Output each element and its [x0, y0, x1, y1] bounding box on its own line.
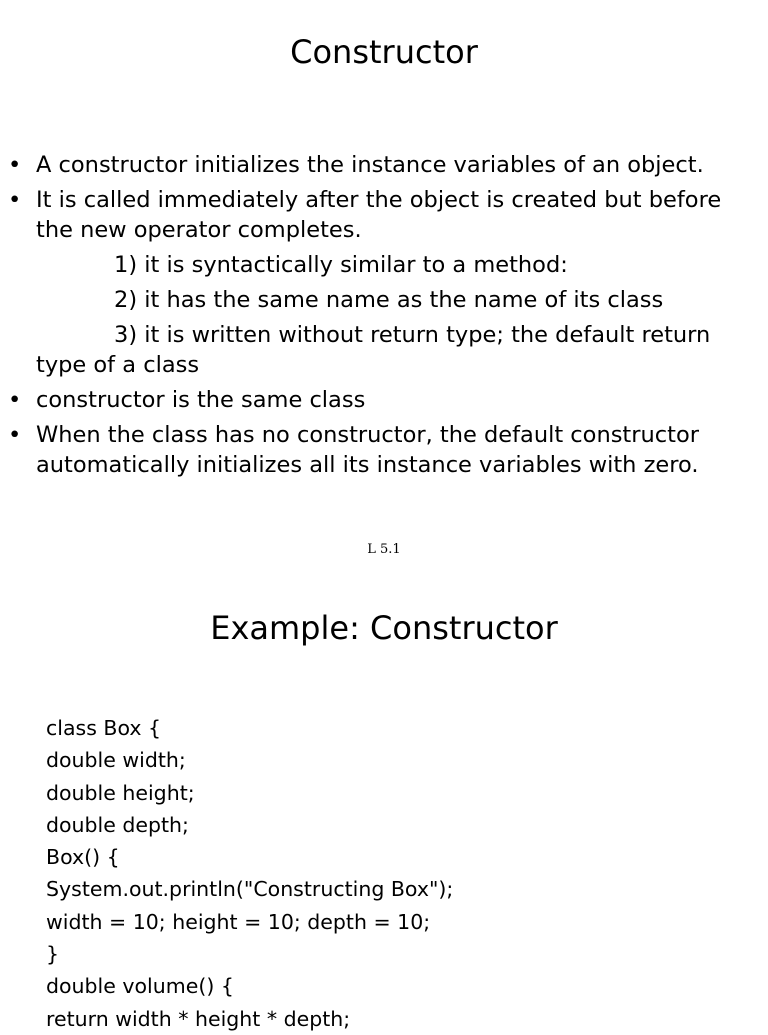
code-line: class Box { — [46, 716, 162, 740]
code-line: double depth; — [46, 812, 189, 837]
bullet-icon: • — [8, 387, 22, 413]
sub-item: 3) it is written without return type; the default return type of a class — [36, 322, 711, 378]
bullet-list — [0, 150, 768, 485]
bullet-item — [0, 150, 768, 180]
code-block — [46, 712, 453, 1035]
slide-footer: L 5.1 — [367, 542, 401, 557]
slide-title: Example: Constructor — [210, 609, 558, 647]
code-line: double height; — [46, 780, 195, 805]
code-line: Box() { — [46, 845, 120, 870]
bullet-icon: • — [8, 187, 22, 213]
code-line: System.out.println("Constructing Box"); — [46, 877, 454, 902]
slide-title: Constructor — [290, 33, 478, 71]
code-line: double volume() { — [46, 974, 234, 999]
bullet-item — [0, 385, 768, 415]
bullet-item — [0, 185, 768, 380]
bullet-text: A constructor initializes the instance variables of an object. — [36, 152, 704, 178]
code-line: width = 10; height = 10; depth = 10; — [46, 909, 431, 934]
sub-item: 2) it has the same name as the name of its class — [114, 287, 664, 313]
code-line: double width; — [46, 748, 186, 773]
code-line: return width * height * depth; — [46, 1006, 351, 1031]
sub-item: 1) it is syntactically similar to a method: — [114, 252, 568, 278]
bullet-icon: • — [8, 152, 22, 178]
bullet-icon: • — [8, 422, 22, 448]
bullet-text: When the class has no constructor, the default constructor automatically initializes all its instance variables with zero. — [36, 422, 699, 478]
code-line: } — [46, 942, 60, 967]
bullet-text: It is called immediately after the object is created but before the new operator completes. — [36, 187, 722, 243]
bullet-item — [0, 420, 768, 480]
bullet-text: constructor is the same class — [36, 387, 366, 413]
